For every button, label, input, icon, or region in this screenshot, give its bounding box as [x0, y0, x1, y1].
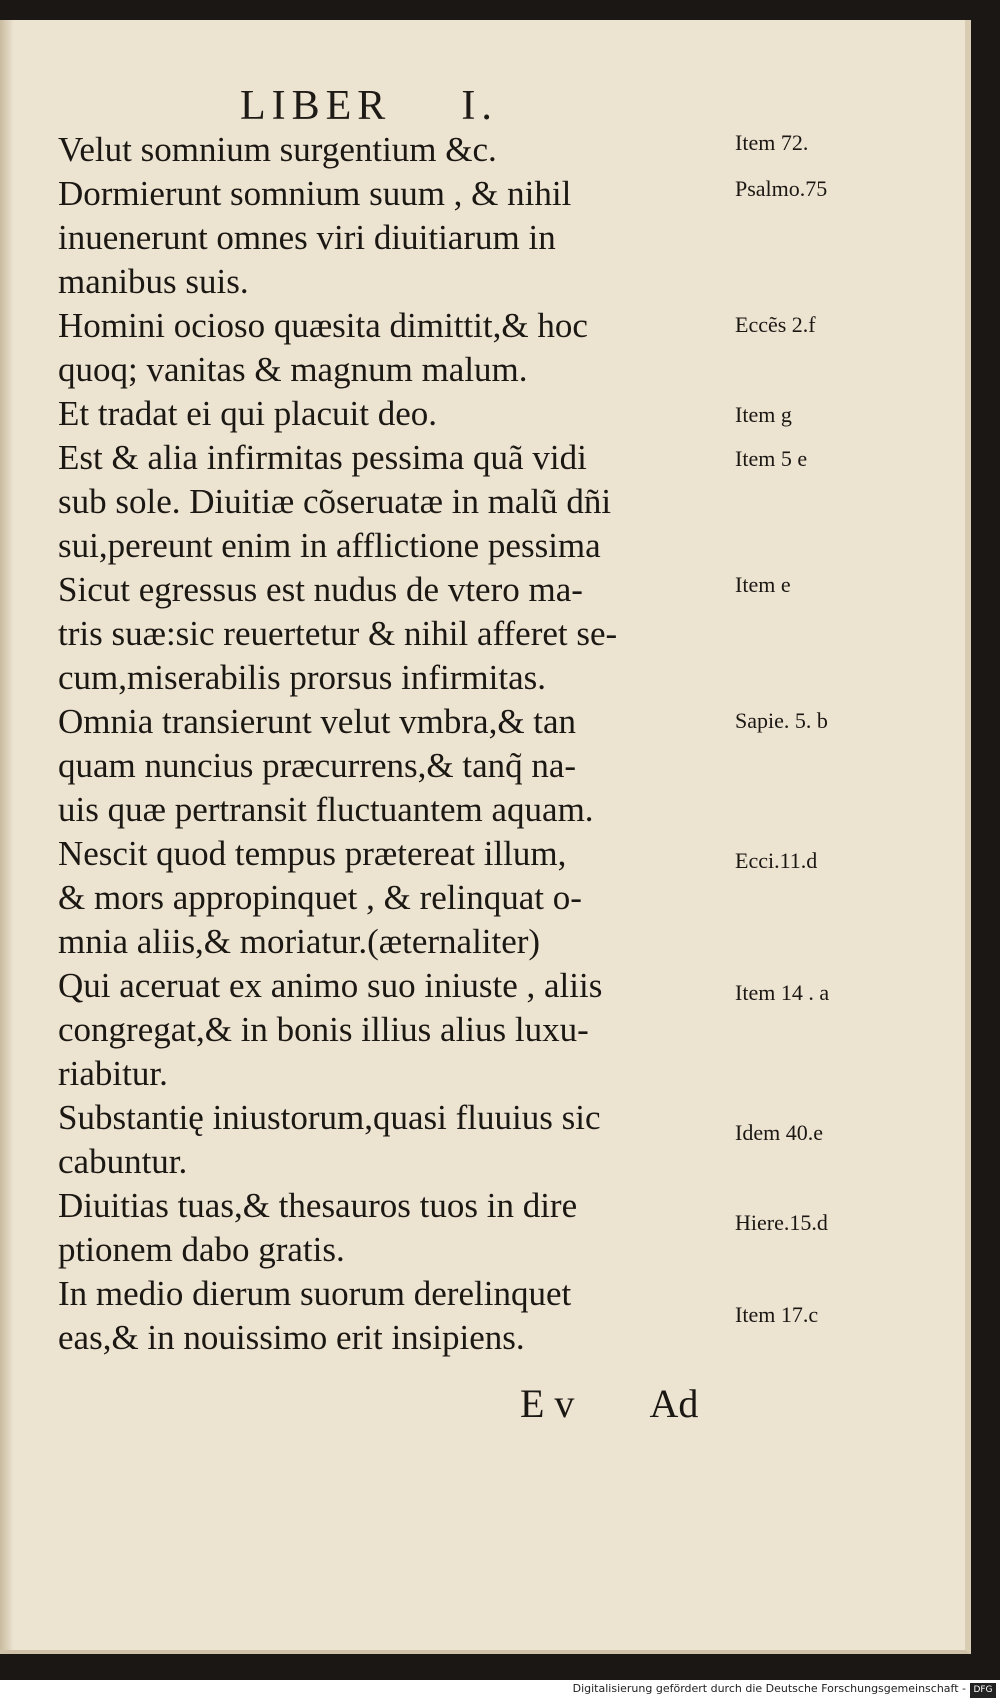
text-line: inuenerunt omnes viri diuitiarum in [58, 218, 556, 257]
footer-credit: Digitalisierung gefördert durch die Deutsche Forschungsgemeinschaft - [572, 1682, 966, 1695]
text-line: Velut somnium surgentium &c. [58, 130, 497, 169]
text-line: Est & alia infirmitas pessima quã vidi [58, 438, 587, 477]
header-title: LIBER [240, 83, 392, 129]
margin-reference: Item 14 . a [735, 980, 830, 1005]
text-line: Substantię iniustorum,quasi fluuius sic [58, 1098, 601, 1137]
text-line: cabuntur. [58, 1142, 188, 1181]
text-line: uis quæ pertransit fluctuantem aquam. [58, 790, 594, 829]
text-line: quam nuncius præcurrens,& tanq̃ na- [58, 746, 577, 785]
margin-reference: Ecci.11.d [735, 848, 818, 873]
text-line: Et tradat ei qui placuit deo. [58, 394, 438, 433]
text-line: sub sole. Diuitiæ cõseruatæ in malũ dñi [58, 482, 612, 521]
text-line: Homini ocioso quæsita dimittit,& hoc [58, 306, 588, 345]
margin-reference: Item 5 e [735, 446, 808, 471]
text-line: eas,& in nouissimo erit insipiens. [58, 1318, 525, 1357]
text-line: mnia aliis,& moriatur.(æternaliter) [58, 922, 541, 961]
text-line: Dormierunt somnium suum , & nihil [58, 174, 572, 213]
text-line: quoq; vanitas & magnum malum. [58, 350, 528, 389]
margin-reference: Item 17.c [735, 1302, 819, 1327]
margin-reference: Item 72. [735, 130, 809, 155]
margin-reference: Eccẽs 2.f [735, 312, 816, 337]
text-line: Sicut egressus est nudus de vtero ma- [58, 570, 583, 609]
text-line: Diuitias tuas,& thesauros tuos in dire [58, 1186, 578, 1225]
text-line: riabitur. [58, 1054, 168, 1093]
text-line: ptionem dabo gratis. [58, 1230, 345, 1269]
text-line: sui,pereunt enim in afflictione pessima [58, 526, 601, 565]
running-header [240, 82, 498, 130]
text-line: & mors appropinquet , & relinquat o- [58, 878, 582, 917]
margin-reference: Item g [735, 402, 792, 427]
margin-reference: Idem 40.e [735, 1120, 823, 1145]
margin-reference: Psalmo.75 [735, 176, 828, 201]
header-number: I. [461, 83, 498, 129]
margin-reference: Hiere.15.d [735, 1210, 828, 1235]
text-line: Omnia transierunt velut vmbra,& tan [58, 702, 577, 741]
text-line: In medio dierum suorum derelinquet [58, 1274, 572, 1313]
text-line: Nescit quod tempus prætereat illum, [58, 834, 567, 873]
margin-reference: Item e [735, 572, 791, 597]
signature-mark: E v [520, 1381, 575, 1426]
text-line: Qui aceruat ex animo suo iniuste , aliis [58, 966, 603, 1005]
dfg-logo: DFG [970, 1683, 996, 1698]
page-gutter-shadow [0, 20, 14, 1650]
digitization-footer [0, 1680, 1000, 1703]
text-line: tris suæ:sic reuertetur & nihil afferet se- [58, 614, 618, 653]
text-line: cum,miserabilis prorsus infirmitas. [58, 658, 546, 697]
text-line: congregat,& in bonis illius alius luxu- [58, 1010, 589, 1049]
catchword: Ad [649, 1381, 699, 1426]
margin-reference: Sapie. 5. b [735, 708, 828, 733]
signature-line [520, 1380, 698, 1427]
text-line: manibus suis. [58, 262, 249, 301]
